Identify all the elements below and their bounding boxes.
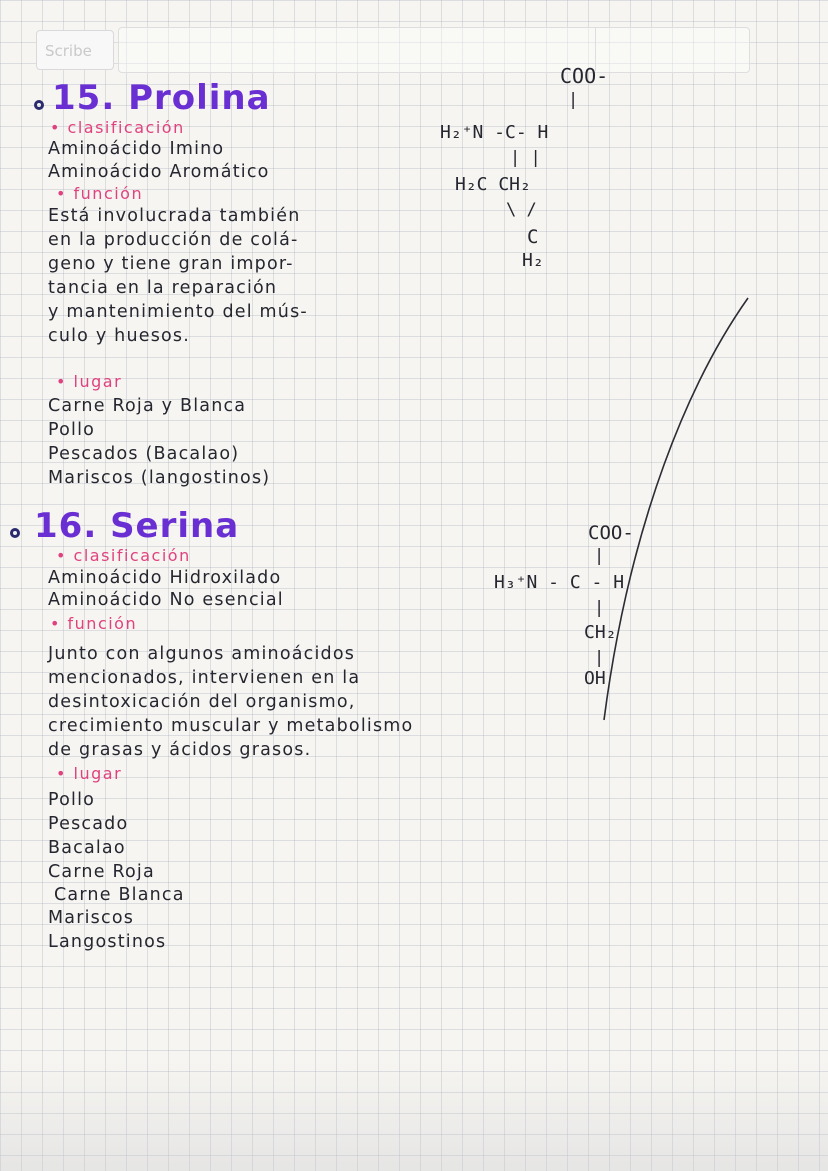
prolina-ring-bonds: \ / xyxy=(506,200,537,220)
clasificacion-line: Aminoácido Hidroxilado xyxy=(48,568,282,588)
funcion-line: crecimiento muscular y metabolismo xyxy=(48,716,414,736)
lugar-line: Pollo xyxy=(48,420,96,440)
serina-bond: | xyxy=(594,598,605,618)
prolina-coo: COO- xyxy=(560,64,609,88)
prolina-bond: | xyxy=(568,90,579,110)
lugar-line: Mariscos xyxy=(48,908,135,928)
clasificacion-line: Aminoácido Aromático xyxy=(48,162,270,182)
clasificacion-line: Aminoácido No esencial xyxy=(48,590,284,610)
lugar-line: Pollo xyxy=(48,790,96,810)
funcion-line: en la producción de colá- xyxy=(48,230,299,250)
funcion-line: mencionados, intervienen en la xyxy=(48,668,361,688)
funcion-line: culo y huesos. xyxy=(48,326,191,346)
prolina-bonds: | | xyxy=(510,148,541,168)
serina-coo: COO- xyxy=(588,522,634,544)
lugar-line: Bacalao xyxy=(48,838,126,858)
lugar-line: Carne Blanca xyxy=(54,885,185,905)
funcion-line: de grasas y ácidos grasos. xyxy=(48,740,312,760)
clasificacion-line: Aminoácido Imino xyxy=(48,139,225,159)
lugar-line: Langostinos xyxy=(48,932,167,952)
funcion-label: • función xyxy=(50,614,138,633)
serina-ch2: CH₂ xyxy=(584,622,617,643)
lugar-line: Carne Roja xyxy=(48,862,155,882)
funcion-line: Junto con algunos aminoácidos xyxy=(48,644,356,664)
section-title-serina: 16. Serina xyxy=(34,506,240,546)
section-bullet xyxy=(34,100,44,110)
prolina-ring-h: H₂ xyxy=(522,250,544,271)
lugar-label: • lugar xyxy=(56,372,123,391)
serina-bond: | xyxy=(594,546,605,566)
lugar-line: Pescados (Bacalao) xyxy=(48,444,240,464)
funcion-label: • función xyxy=(56,184,144,203)
lugar-line: Pescado xyxy=(48,814,129,834)
clasificacion-label: • clasificación xyxy=(56,546,191,565)
funcion-line: Está involucrada también xyxy=(48,206,301,226)
lugar-line: Carne Roja y Blanca xyxy=(48,396,247,416)
funcion-line: geno y tiene gran impor- xyxy=(48,254,294,274)
lugar-line: Mariscos (langostinos) xyxy=(48,468,271,488)
serina-oh: OH xyxy=(584,668,606,689)
section-bullet xyxy=(10,528,20,538)
scribe-logo: Scribe xyxy=(36,30,114,70)
section-title-prolina: 15. Prolina xyxy=(52,78,271,118)
prolina-middle: H₂⁺N -C- H xyxy=(440,122,549,143)
funcion-line: tancia en la reparación xyxy=(48,278,278,298)
prolina-lower: H₂C CH₂ xyxy=(455,174,531,195)
prolina-ring-c: C xyxy=(527,226,539,248)
serina-middle: H₃⁺N - C - H xyxy=(494,572,625,593)
funcion-line: desintoxicación del organismo, xyxy=(48,692,356,712)
clasificacion-label: • clasificación xyxy=(50,118,185,137)
lugar-label: • lugar xyxy=(56,764,123,783)
funcion-line: y mantenimiento del mús- xyxy=(48,302,308,322)
serina-bond: | xyxy=(594,648,605,668)
